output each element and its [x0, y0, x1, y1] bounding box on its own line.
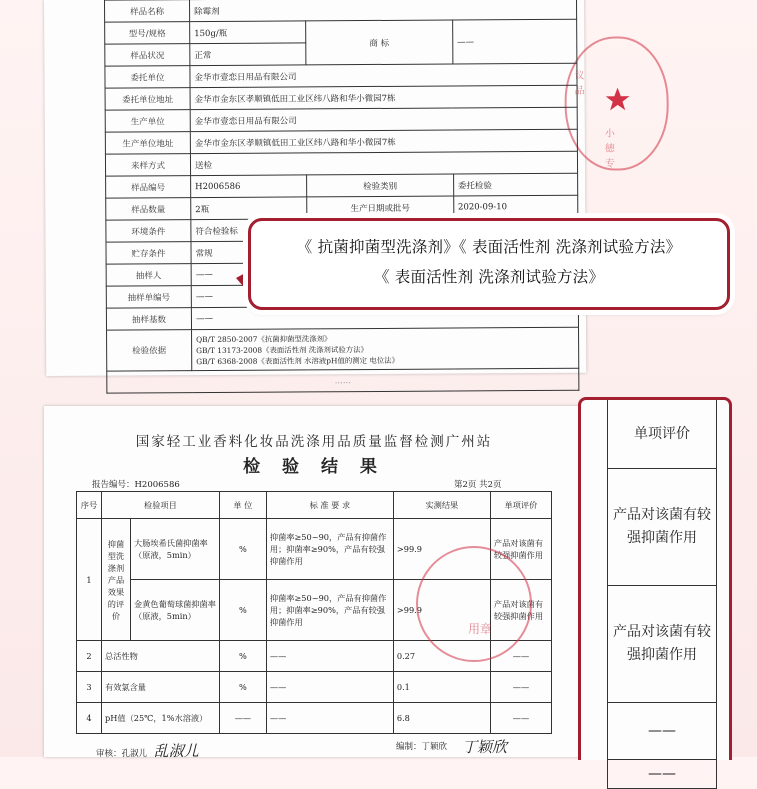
- label-trademark: 商 标: [306, 20, 453, 65]
- item-2-evaluation: ——: [490, 641, 551, 672]
- item-4-evaluation: ——: [490, 703, 551, 734]
- sample-info-table: [104, 0, 579, 394]
- standards-list: [192, 327, 579, 370]
- item-3-evaluation: ——: [490, 672, 551, 703]
- item-1a-requirement: 抑菌率≥50~90，产品有抑菌作用；抑菌率≥90%，产品有较强抑菌作用: [266, 519, 393, 580]
- item-3-name: 有效氯含量: [102, 672, 220, 703]
- label-producer: 生产单位: [105, 110, 190, 133]
- label-sample-name: 样品名称: [105, 0, 190, 22]
- value-trademark: ——: [452, 19, 577, 64]
- item-1a-unit: %: [219, 519, 266, 580]
- item-2-requirement: ——: [266, 641, 393, 672]
- item-4-requirement: ——: [266, 703, 393, 734]
- editor-label: 编制：丁颖欣: [396, 742, 448, 752]
- value-batch: 2020-09-10: [453, 195, 577, 218]
- label-client-address: 委托单位地址: [105, 88, 190, 111]
- item-4-unit: ——: [219, 703, 266, 734]
- item-1-group: 抑菌型洗涤剂产品效果的评价: [102, 519, 131, 641]
- item-1b-unit: %: [219, 580, 266, 641]
- zoom-header: 单项评价: [608, 400, 717, 469]
- editor-signature: 丁颖欣: [462, 738, 508, 756]
- item-1b-evaluation: 产品对该菌有较强抑菌作用: [490, 580, 551, 641]
- standard-2: GB/T 13173-2008《表面活性剂 洗涤剂试验方法》: [196, 344, 368, 355]
- item-1a-result: >99.9: [393, 519, 490, 580]
- label-basis: 检验依据: [107, 330, 192, 372]
- item-1-no: 1: [77, 519, 102, 641]
- value-environment: 符合检验标: [191, 217, 578, 241]
- label-sampler: 抽样人: [106, 264, 191, 287]
- value-sample-state: 正常: [190, 43, 306, 66]
- item-1b-requirement: 抑菌率≥50~90，产品有抑菌作用；抑菌率≥90%，产品有较强抑菌作用: [266, 580, 393, 641]
- value-sampling-base: ——: [191, 305, 578, 329]
- value-delivery: 送检: [190, 151, 577, 175]
- item-1a-name: 大肠埃希氏菌抑菌率（原液，5min）: [131, 519, 220, 580]
- value-model: 150g/瓶: [190, 21, 306, 44]
- value-quantity: 2瓶: [191, 197, 307, 220]
- item-4-no: 4: [77, 703, 102, 734]
- inspection-seal-stamp: [416, 546, 532, 662]
- reviewer-signature: 乱淑儿: [153, 742, 199, 760]
- item-4-name: pH值（25℃，1%水溶液）: [102, 703, 220, 734]
- label-inspection-type: 检验类别: [307, 174, 454, 197]
- item-3-no: 3: [77, 672, 102, 703]
- standard-1: QB/T 2850-2007《抗菌抑菌型洗涤剂》: [196, 333, 332, 344]
- top-report-sheet: [44, 0, 616, 386]
- label-batch: 生产日期或批号: [307, 196, 454, 219]
- label-sampling-base: 抽样基数: [106, 308, 191, 331]
- value-sample-no: H2006586: [191, 175, 307, 198]
- label-sampling-no: 抽样单编号: [106, 286, 191, 309]
- value-sample-name: 除霉剂: [190, 0, 577, 22]
- item-3-requirement: ——: [266, 672, 393, 703]
- label-environment: 环境条件: [106, 220, 191, 243]
- stamp-text-left: 议品: [574, 70, 585, 97]
- item-1b-name: 金黄色葡萄球菌抑菌率（原液，5min）: [131, 580, 220, 641]
- header-item: 检验项目: [102, 492, 220, 519]
- report-number: 报告编号：H2006586: [92, 480, 180, 490]
- item-2-name: 总活性物: [102, 641, 220, 672]
- results-sheet: [44, 406, 584, 760]
- item-2-unit: %: [219, 641, 266, 672]
- callout-line-2: 《 表面活性剂 洗涤剂试验方法》: [373, 268, 605, 286]
- zoom-row-2: 产品对该菌有较强抑菌作用: [608, 586, 717, 703]
- zoom-row-3: ——: [608, 703, 717, 760]
- label-delivery: 来样方式: [105, 154, 190, 177]
- item-2-result: 0.27: [393, 641, 490, 672]
- star-icon: [605, 86, 631, 112]
- value-producer-address: 金华市金东区孝顺镇低田工业区纬八路和华小微园7栋: [190, 129, 577, 153]
- zoom-row-4: ——: [608, 760, 717, 789]
- zoom-row-1: 产品对该菌有较强抑菌作用: [608, 469, 717, 586]
- item-1b-result: >99.9: [393, 580, 490, 641]
- evaluation-zoom-panel: [578, 397, 732, 782]
- results-title: 检 验 结 果: [243, 457, 385, 477]
- label-producer-address: 生产单位地址: [105, 132, 190, 155]
- item-2-no: 2: [77, 641, 102, 672]
- label-model: 型号/规格: [105, 22, 190, 45]
- item-3-unit: %: [219, 672, 266, 703]
- value-inspection-type: 委托检验: [453, 173, 577, 196]
- evaluation-zoom-table: [607, 400, 717, 789]
- header-unit: 单 位: [219, 492, 266, 519]
- standards-callout: [248, 218, 730, 310]
- item-3-result: 0.1: [393, 672, 490, 703]
- value-sampling-no: ——: [191, 283, 578, 307]
- value-client-address: 金华市金东区孝顺镇低田工业区纬八路和华小微园7栋: [190, 85, 577, 109]
- value-storage: 常规: [191, 239, 578, 263]
- item-1a-evaluation: 产品对该菌有较强抑菌作用: [490, 519, 551, 580]
- label-quantity: 样品数量: [106, 198, 191, 221]
- header-evaluation: 单项评价: [490, 492, 551, 519]
- seal-stamp-text: 用章: [468, 622, 493, 636]
- value-sampler: ——: [191, 261, 578, 285]
- page-info: 第2页 共2页: [454, 480, 502, 490]
- item-4-result: 6.8: [393, 703, 490, 734]
- label-sample-no: 样品编号: [106, 176, 191, 199]
- standard-3: GB/T 6368-2008《表面活性剂 水溶液pH值的测定 电位法》: [196, 355, 399, 366]
- header-requirement: 标 准 要 求: [266, 492, 393, 519]
- reviewer-label: 审核：孔淑儿: [96, 749, 148, 759]
- callout-line-1: 《 抗菌抑菌型洗涤剂》《 表面活性剂 洗涤剂试验方法》: [296, 238, 682, 256]
- stamp-text-right: 小德专: [604, 128, 616, 170]
- value-client: 金华市壹恋日用品有限公司: [190, 63, 577, 87]
- cut-off-row: ......: [107, 368, 579, 393]
- header-no: 序号: [77, 492, 102, 519]
- label-storage: 贮存条件: [106, 242, 191, 265]
- signatures: [96, 740, 576, 761]
- header-result: 实测结果: [393, 492, 490, 519]
- value-producer: 金华市壹恋日用品有限公司: [190, 107, 577, 131]
- station-title: 国家轻工业香料化妆品洗涤用品质量监督检测广州站: [135, 434, 493, 450]
- label-client: 委托单位: [105, 66, 190, 89]
- label-sample-state: 样品状况: [105, 44, 190, 67]
